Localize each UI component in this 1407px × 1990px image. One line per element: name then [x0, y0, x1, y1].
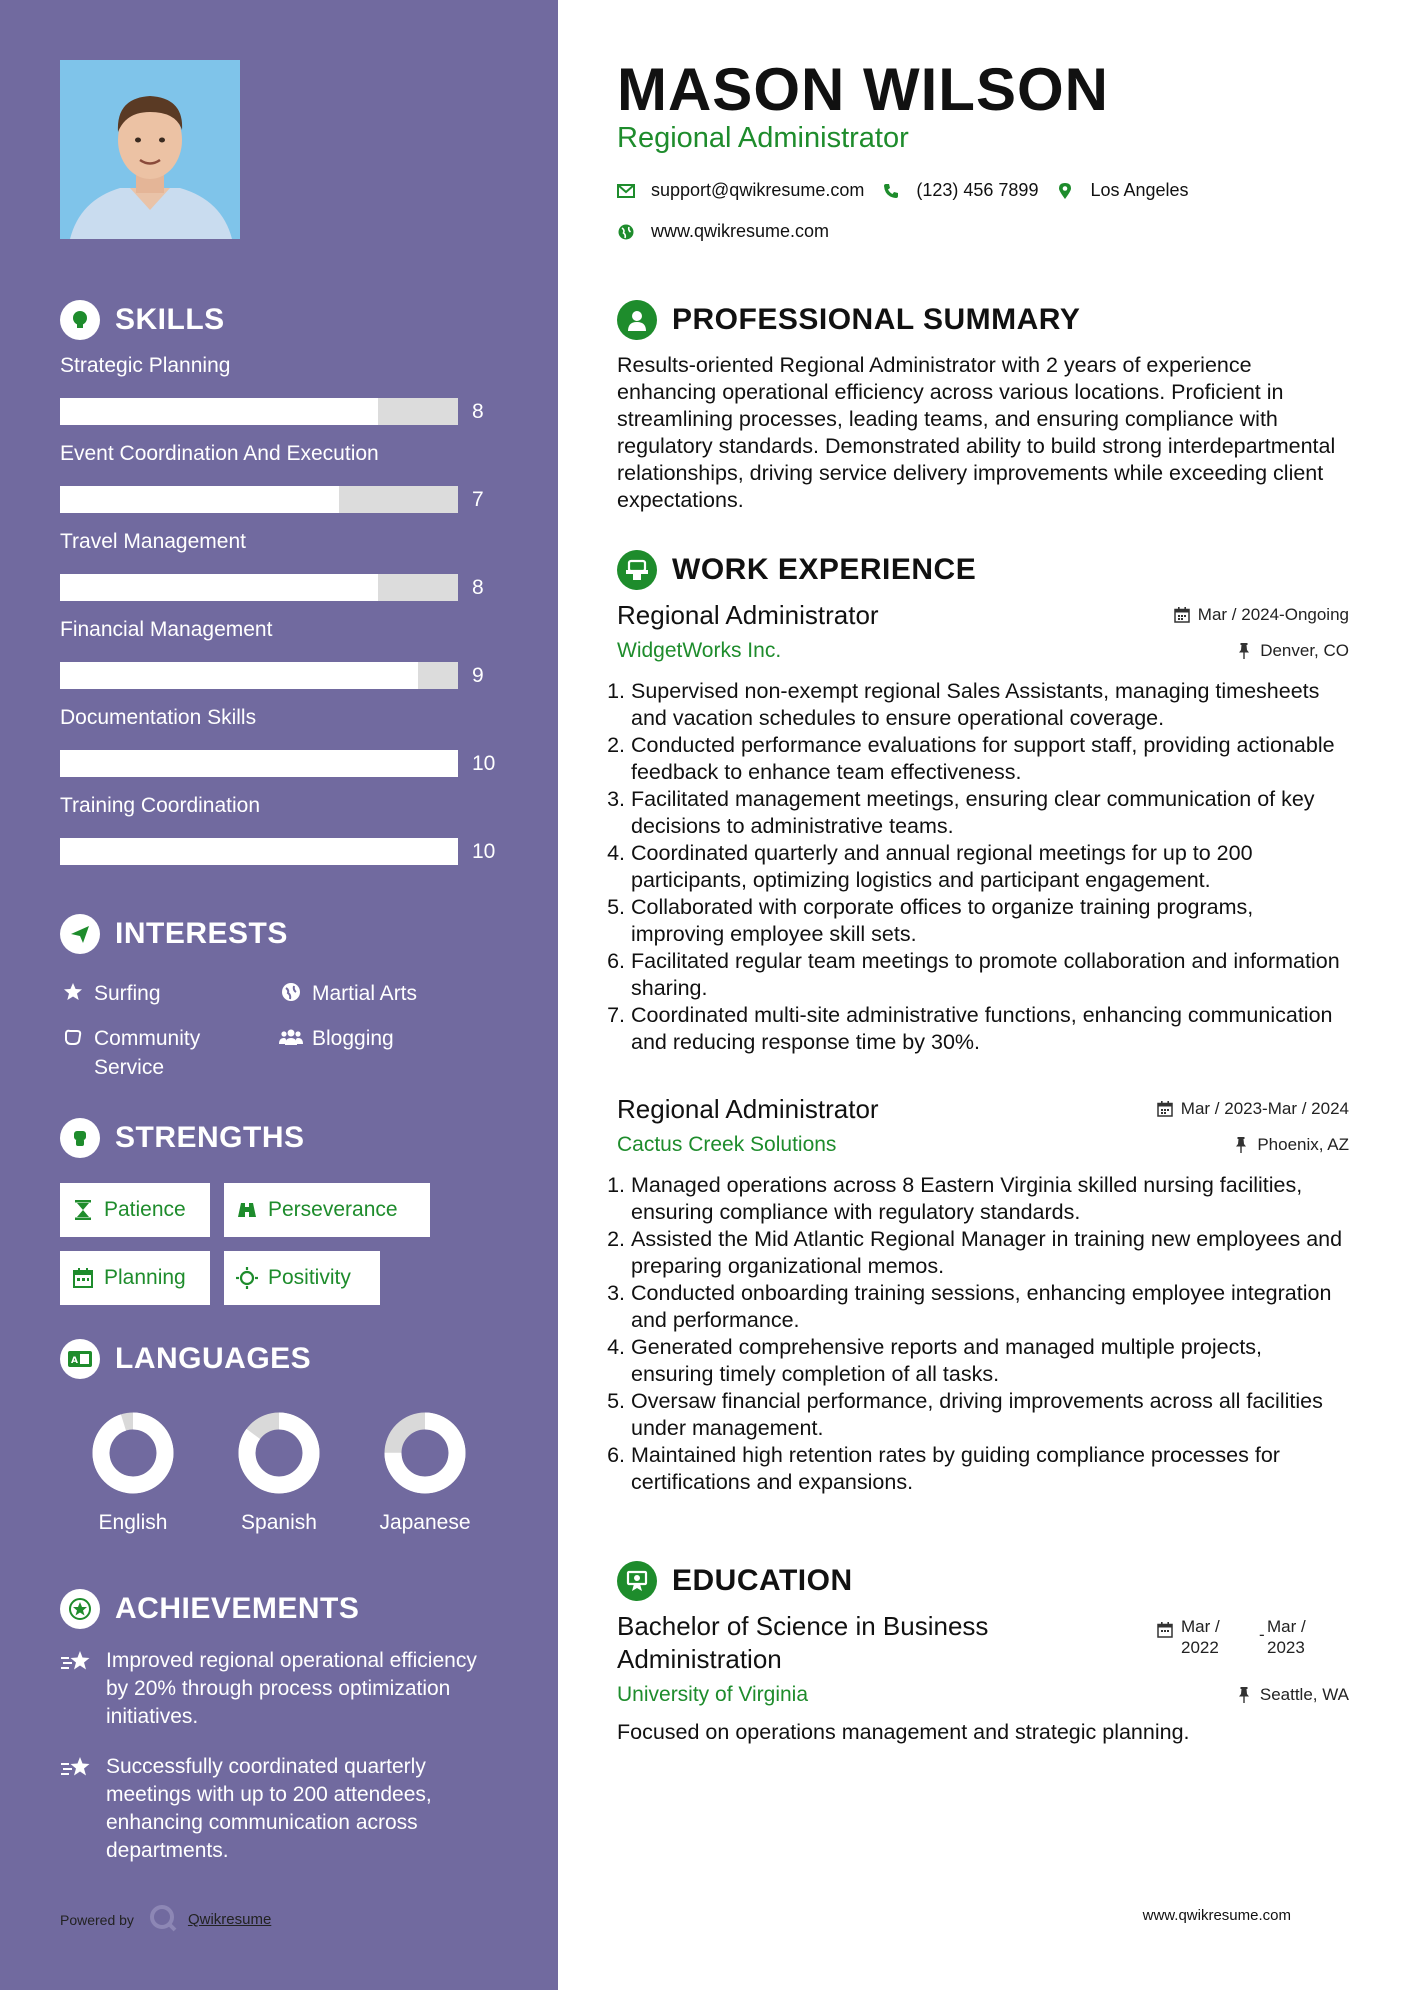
job-date: [1157, 1099, 1349, 1119]
skill-level: 10: [472, 840, 496, 863]
skill-item: [60, 353, 510, 441]
graduation-icon: [617, 1561, 657, 1601]
strength-label: Patience: [104, 1198, 186, 1221]
people-icon: [278, 1024, 304, 1050]
strengths-section: [60, 1118, 510, 1319]
contact-row: [617, 180, 1207, 201]
fist-icon: [60, 1118, 100, 1158]
star-icon: [60, 979, 86, 1005]
binoculars-icon: [236, 1199, 258, 1221]
skills-header: [60, 300, 510, 340]
contact-email[interactable]: [617, 180, 864, 201]
job-bullet-text: Assisted the Mid Atlantic Regional Manager in training new employees and preparing organizational memos.: [631, 1227, 1343, 1278]
email-text: support@qwikresume.com: [651, 180, 865, 200]
skill-bar-fill: [60, 574, 378, 601]
job-date: [1174, 605, 1349, 625]
job-title: Regional Administrator: [617, 1094, 879, 1124]
skill-name: Event Coordination And Execution: [60, 442, 379, 465]
languages-section: [60, 1339, 510, 1535]
pushpin-icon: [1236, 643, 1252, 659]
job-bullet-text: Conducted onboarding training sessions, enhancing employee integration and performance.: [631, 1281, 1332, 1332]
experience-title: WORK EXPERIENCE: [672, 553, 977, 586]
education-end: Mar / 2023: [1267, 1617, 1306, 1657]
contact-phone[interactable]: [882, 180, 1038, 201]
achievements-title: ACHIEVEMENTS: [115, 1592, 360, 1625]
envelope-icon: [617, 182, 635, 200]
svg-text:A: A: [71, 1356, 78, 1366]
skill-bar: [60, 838, 458, 865]
skill-level: 8: [472, 400, 484, 423]
job-bullet-text: Facilitated management meetings, ensuring clear communication of key decisions to administrative teams.: [631, 787, 1315, 838]
globe-icon: [617, 223, 635, 241]
interest-label: Blogging: [312, 1027, 394, 1050]
job-date-text: Mar / 2024-Ongoing: [1197, 605, 1349, 624]
degree-title: Bachelor of Science in Business Administration: [617, 1611, 989, 1674]
job-location: [1236, 641, 1349, 661]
job-bullet: 5. Oversaw financial performance, driving improvements across all facilities under management.: [617, 1388, 1349, 1442]
footer-url[interactable]: www.qwikresume.com: [1142, 1907, 1291, 1924]
interest-item: [60, 1024, 278, 1082]
job-bullet-text: Coordinated quarterly and annual regional meetings for up to 200 participants, optimizing logistics and participant engagement.: [631, 841, 1253, 892]
job-bullet-text: Supervised non-exempt regional Sales Assistants, managing timesheets and vacation schedules to ensure operational coverage.: [631, 679, 1320, 730]
interest-label: Martial Arts: [312, 982, 418, 1005]
job-bullet: 2. Conducted performance evaluations for support staff, providing actionable feedback to enhance team effectiveness.: [617, 732, 1349, 786]
job-bullet: 2. Assisted the Mid Atlantic Regional Manager in training new employees and preparing organizational memos.: [617, 1226, 1349, 1280]
skill-bar-fill: [60, 398, 378, 425]
strength-chip: [224, 1183, 430, 1237]
calendar-icon: [1157, 1622, 1173, 1638]
achievements-header: [60, 1589, 500, 1629]
website-text: www.qwikresume.com: [651, 221, 830, 241]
skill-name: Travel Management: [60, 530, 246, 553]
skill-bar-fill: [60, 750, 458, 777]
language-card-icon: [60, 1339, 100, 1379]
skills-section: [60, 300, 510, 881]
skill-bar: [60, 398, 458, 425]
skill-item: [60, 529, 510, 617]
job-bullet-text: Managed operations across 8 Eastern Virginia skilled nursing facilities, ensuring compliance with regulatory standards.: [631, 1173, 1303, 1224]
hand-icon: [60, 1024, 86, 1050]
school-name: University of Virginia: [617, 1683, 809, 1706]
job-bullet: 6. Facilitated regular team meetings to promote collaboration and information sharing.: [617, 948, 1349, 1002]
phone-icon: [882, 182, 900, 200]
phone-text: (123) 456 7899: [916, 180, 1039, 200]
education-start: Mar / 2022: [1181, 1617, 1220, 1657]
job-bullet: 1. Supervised non-exempt regional Sales Assistants, managing timesheets and vacation schedules to ensure operational coverage.: [617, 678, 1349, 732]
job-bullets: [607, 1172, 1349, 1496]
job-bullet: 1. Managed operations across 8 Eastern Virginia skilled nursing facilities, ensuring compliance with regulatory standards.: [617, 1172, 1349, 1226]
languages-header: [60, 1339, 510, 1379]
achievements-section: [60, 1589, 500, 1865]
skill-bar-fill: [60, 486, 339, 513]
skill-bar: [60, 662, 458, 689]
strength-label: Planning: [104, 1266, 186, 1289]
education-header: [617, 1561, 853, 1601]
achievement-item: [60, 1753, 500, 1865]
education-location: [1236, 1685, 1349, 1705]
strength-chip: [224, 1251, 380, 1305]
calendar-icon: [1174, 607, 1190, 623]
job-bullet-text: Facilitated regular team meetings to promote collaboration and information sharing.: [631, 949, 1340, 1000]
strength-label: Positivity: [268, 1266, 351, 1289]
job-bullet-text: Conducted performance evaluations for support staff, providing actionable feedback to enhance team effectiveness.: [631, 733, 1335, 784]
profile-photo: [60, 60, 240, 239]
calendar-icon: [72, 1267, 94, 1289]
powered-by: [60, 1903, 271, 1936]
user-icon: [617, 300, 657, 340]
candidate-name: MASON WILSON: [617, 56, 1109, 123]
language-label: Japanese: [379, 1511, 471, 1534]
shooting-star-icon: [60, 1649, 94, 1683]
pushpin-icon: [1233, 1137, 1249, 1153]
main-content: [607, 0, 1349, 1990]
skill-level: 7: [472, 488, 484, 511]
skill-item: [60, 617, 510, 705]
sidebar: [0, 0, 558, 1990]
pushpin-icon: [1236, 1687, 1252, 1703]
job-location-text: Denver, CO: [1260, 641, 1349, 660]
job-date-text: Mar / 2023-Mar / 2024: [1180, 1099, 1349, 1118]
job-bullet-text: Collaborated with corporate offices to organize training programs, improving employee skill sets.: [631, 895, 1254, 946]
qwikresume-link[interactable]: Qwikresume: [187, 1911, 272, 1928]
job-bullet: 4. Generated comprehensive reports and managed multiple projects, ensuring timely completion of all tasks.: [617, 1334, 1349, 1388]
skill-bar: [60, 574, 458, 601]
language-donut: [381, 1409, 469, 1497]
skill-bar-fill: [60, 662, 418, 689]
job-bullet: 5. Collaborated with corporate offices to organize training programs, improving employee skill sets.: [617, 894, 1349, 948]
job-title: Regional Administrator: [617, 600, 879, 630]
qwikresume-logo-icon: [148, 1903, 178, 1936]
sun-icon: [236, 1267, 258, 1289]
location-text: Los Angeles: [1090, 180, 1189, 200]
skill-name: Training Coordination: [60, 794, 261, 817]
powered-by-label: Powered by: [60, 1911, 134, 1928]
hourglass-icon: [72, 1199, 94, 1221]
skill-bar-fill: [60, 838, 458, 865]
strength-chip: [60, 1183, 210, 1237]
skill-name: Strategic Planning: [60, 354, 231, 377]
job-bullet-text: Generated comprehensive reports and managed multiple projects, ensuring timely completion of all tasks.: [631, 1335, 1263, 1386]
contact-website[interactable]: [617, 221, 829, 242]
language-label: English: [98, 1511, 168, 1534]
skill-level: 10: [472, 752, 496, 775]
strengths-title: STRENGTHS: [115, 1121, 305, 1154]
interest-label: Surfing: [94, 982, 161, 1005]
job-location-text: Phoenix, AZ: [1257, 1135, 1349, 1154]
job-bullet-text: Coordinated multi-site administrative functions, enhancing communication and reducing response time by 30%.: [631, 1003, 1333, 1054]
skill-bar: [60, 750, 458, 777]
job-bullet-text: Maintained high retention rates by guiding compliance processes for certifications and expansions.: [631, 1443, 1280, 1494]
language-item: [352, 1409, 498, 1535]
languages-title: LANGUAGES: [115, 1342, 312, 1375]
education-description: Focused on operations management and strategic planning.: [617, 1720, 1190, 1744]
interest-item: [278, 1024, 496, 1082]
interest-item: [60, 979, 278, 1008]
achievement-item: [60, 1647, 500, 1731]
interests-title: INTERESTS: [115, 917, 288, 950]
job-location: [1233, 1135, 1349, 1155]
briefcase-icon: [617, 550, 657, 590]
language-item: [206, 1409, 352, 1535]
job-bullet: 4. Coordinated quarterly and annual regional meetings for up to 200 participants, optimizing logistics and participant engagement.: [617, 840, 1349, 894]
strength-chip: [60, 1251, 210, 1305]
interest-label: Community Service: [94, 1027, 201, 1079]
language-donut: [89, 1409, 177, 1497]
education-dates: Mar / 2022 - Mar / 2023: [1157, 1616, 1327, 1658]
summary-header: [617, 300, 1080, 340]
job-company: Cactus Creek Solutions: [617, 1133, 837, 1156]
map-pin-icon: [1056, 182, 1074, 200]
skill-level: 8: [472, 576, 484, 599]
language-item: [60, 1409, 206, 1535]
strengths-header: [60, 1118, 510, 1158]
summary-text: Results-oriented Regional Administrator with 2 years of experience enhancing operational efficiency across various locations. Proficient in streamlining processes, leading teams, and ensuring compliance with regulatory standards. Demonstrated ability to build strong interdepartmental relationships, driving service delivery improvements while exceeding client expectations.: [617, 353, 1336, 512]
skill-item: [60, 793, 510, 881]
lightbulb-icon: [60, 300, 100, 340]
experience-header: [617, 550, 976, 590]
language-donut: [235, 1409, 323, 1497]
shooting-star-icon: [60, 1755, 94, 1789]
globe-icon: [278, 979, 304, 1005]
contact-row-2: [617, 221, 847, 242]
summary-title: PROFESSIONAL SUMMARY: [672, 303, 1081, 336]
job-bullet-text: Oversaw financial performance, driving improvements across all facilities under management.: [631, 1389, 1323, 1440]
achievement-text: Successfully coordinated quarterly meetings with up to 200 attendees, enhancing communication across departments.: [106, 1755, 432, 1862]
achievement-text: Improved regional operational efficiency by 20% through process optimization initiatives.: [106, 1649, 477, 1728]
skill-item: [60, 441, 510, 529]
job-company: WidgetWorks Inc.: [617, 639, 782, 662]
skill-bar: [60, 486, 458, 513]
job-bullet: 7. Coordinated multi-site administrative functions, enhancing communication and reducing response time by 30%.: [617, 1002, 1349, 1056]
skill-level: 9: [472, 664, 484, 687]
interests-header: [60, 914, 510, 954]
contact-location: [1056, 180, 1188, 201]
job-bullet: 6. Maintained high retention rates by guiding compliance processes for certifications and expansions.: [617, 1442, 1349, 1496]
job-bullets: [607, 678, 1349, 1056]
education-title: EDUCATION: [672, 1564, 853, 1597]
calendar-icon: [1157, 1101, 1173, 1117]
skill-item: [60, 705, 510, 793]
job-bullet: 3. Conducted onboarding training sessions, enhancing employee integration and performance.: [617, 1280, 1349, 1334]
skill-name: Documentation Skills: [60, 706, 257, 729]
paper-plane-icon: [60, 914, 100, 954]
interests-section: [60, 914, 510, 1082]
skills-title: SKILLS: [115, 303, 225, 336]
job-bullet: 3. Facilitated management meetings, ensuring clear communication of key decisions to administrative teams.: [617, 786, 1349, 840]
strength-label: Perseverance: [268, 1198, 398, 1221]
language-label: Spanish: [241, 1511, 317, 1534]
interest-item: [278, 979, 496, 1008]
skill-name: Financial Management: [60, 618, 273, 641]
education-location-text: Seattle, WA: [1259, 1685, 1349, 1704]
candidate-role: Regional Administrator: [617, 122, 909, 154]
star-badge-icon: [60, 1589, 100, 1629]
